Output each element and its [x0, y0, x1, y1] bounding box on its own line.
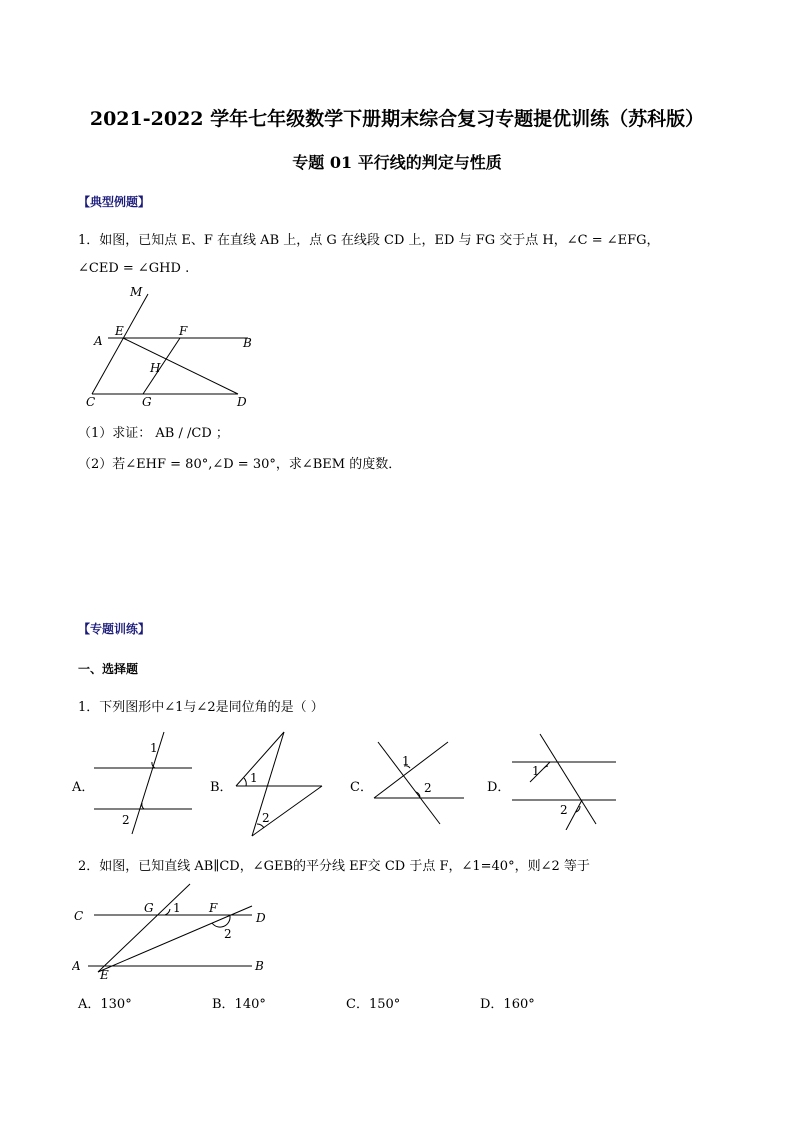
- q1b-angle-1: 1: [250, 771, 258, 785]
- label-F: F: [179, 324, 188, 338]
- q2-choice-a: A．130°: [78, 997, 132, 1012]
- example-part-2: （2）若∠EHF = 80°,∠D = 30°，求∠BEM 的度数．: [78, 457, 402, 472]
- q1-option-a: A．: [72, 780, 95, 795]
- q1d-angle-2: 2: [560, 803, 568, 817]
- label-D: D: [237, 395, 247, 409]
- page-subtitle: 专题 01 平行线的判定与性质: [292, 153, 502, 172]
- label-C: C: [86, 395, 96, 409]
- part-heading: 一、选择题: [78, 662, 139, 676]
- q1-figure-b: [232, 730, 332, 838]
- q2-angle-2: 2: [224, 927, 232, 941]
- q2-label-G: G: [144, 901, 154, 915]
- q1c-angle-1: 1: [402, 754, 410, 768]
- section-example: 【典型例题】: [78, 195, 151, 209]
- q2-label-A: A: [72, 959, 81, 973]
- q2-figure: [72, 880, 282, 980]
- q1-figure-c: [370, 736, 470, 831]
- q2-stem: 2．如图，已知直线 AB∥CD，∠GEB的平分线 EF交 CD 于点 F，∠1=40°，则∠2 等于: [78, 859, 590, 874]
- q2-label-B: B: [255, 959, 264, 973]
- q2-choice-b: B．140°: [212, 997, 266, 1012]
- q1-option-b: B．: [210, 780, 233, 795]
- example-line-1: 1．如图，已知点 E、F 在直线 AB 上，点 G 在线段 CD 上，ED 与 FG 交于点 H，∠C = ∠EFG，: [78, 233, 660, 248]
- label-B: B: [243, 336, 252, 350]
- example-part-1: （1）求证： AB / /CD ；: [78, 426, 229, 441]
- section-training: 【专题训练】: [78, 622, 151, 636]
- q1a-angle-1: 1: [150, 741, 158, 755]
- q2-label-D: D: [256, 911, 266, 925]
- label-G: G: [142, 395, 152, 409]
- q1-figure-a: [92, 730, 202, 835]
- q1-figure-d: [508, 730, 620, 830]
- q2-angle-1: 1: [173, 901, 181, 915]
- q2-label-E: E: [100, 968, 109, 980]
- q1-option-d: D．: [487, 780, 511, 795]
- q2-choice-c: C．150°: [346, 997, 401, 1012]
- label-A: A: [94, 334, 103, 348]
- q1-option-c: C．: [350, 780, 373, 795]
- q1-stem: 1．下列图形中∠1与∠2是同位角的是（ ）: [78, 700, 324, 715]
- q2-label-F: F: [209, 901, 218, 915]
- q2-choice-d: D．160°: [480, 997, 535, 1012]
- example-figure: [80, 284, 270, 414]
- q1c-angle-2: 2: [424, 781, 432, 795]
- label-H: H: [150, 361, 161, 375]
- page-title: 2021-2022 学年七年级数学下册期末综合复习专题提优训练（苏科版）: [89, 108, 705, 130]
- q1a-angle-2: 2: [122, 813, 130, 827]
- q1b-angle-2: 2: [262, 811, 270, 825]
- label-M: M: [130, 285, 143, 299]
- q1d-angle-1: 1: [532, 764, 540, 778]
- q2-label-C: C: [74, 909, 84, 923]
- example-line-2: ∠CED = ∠GHD .: [78, 261, 190, 276]
- label-E: E: [115, 324, 124, 338]
